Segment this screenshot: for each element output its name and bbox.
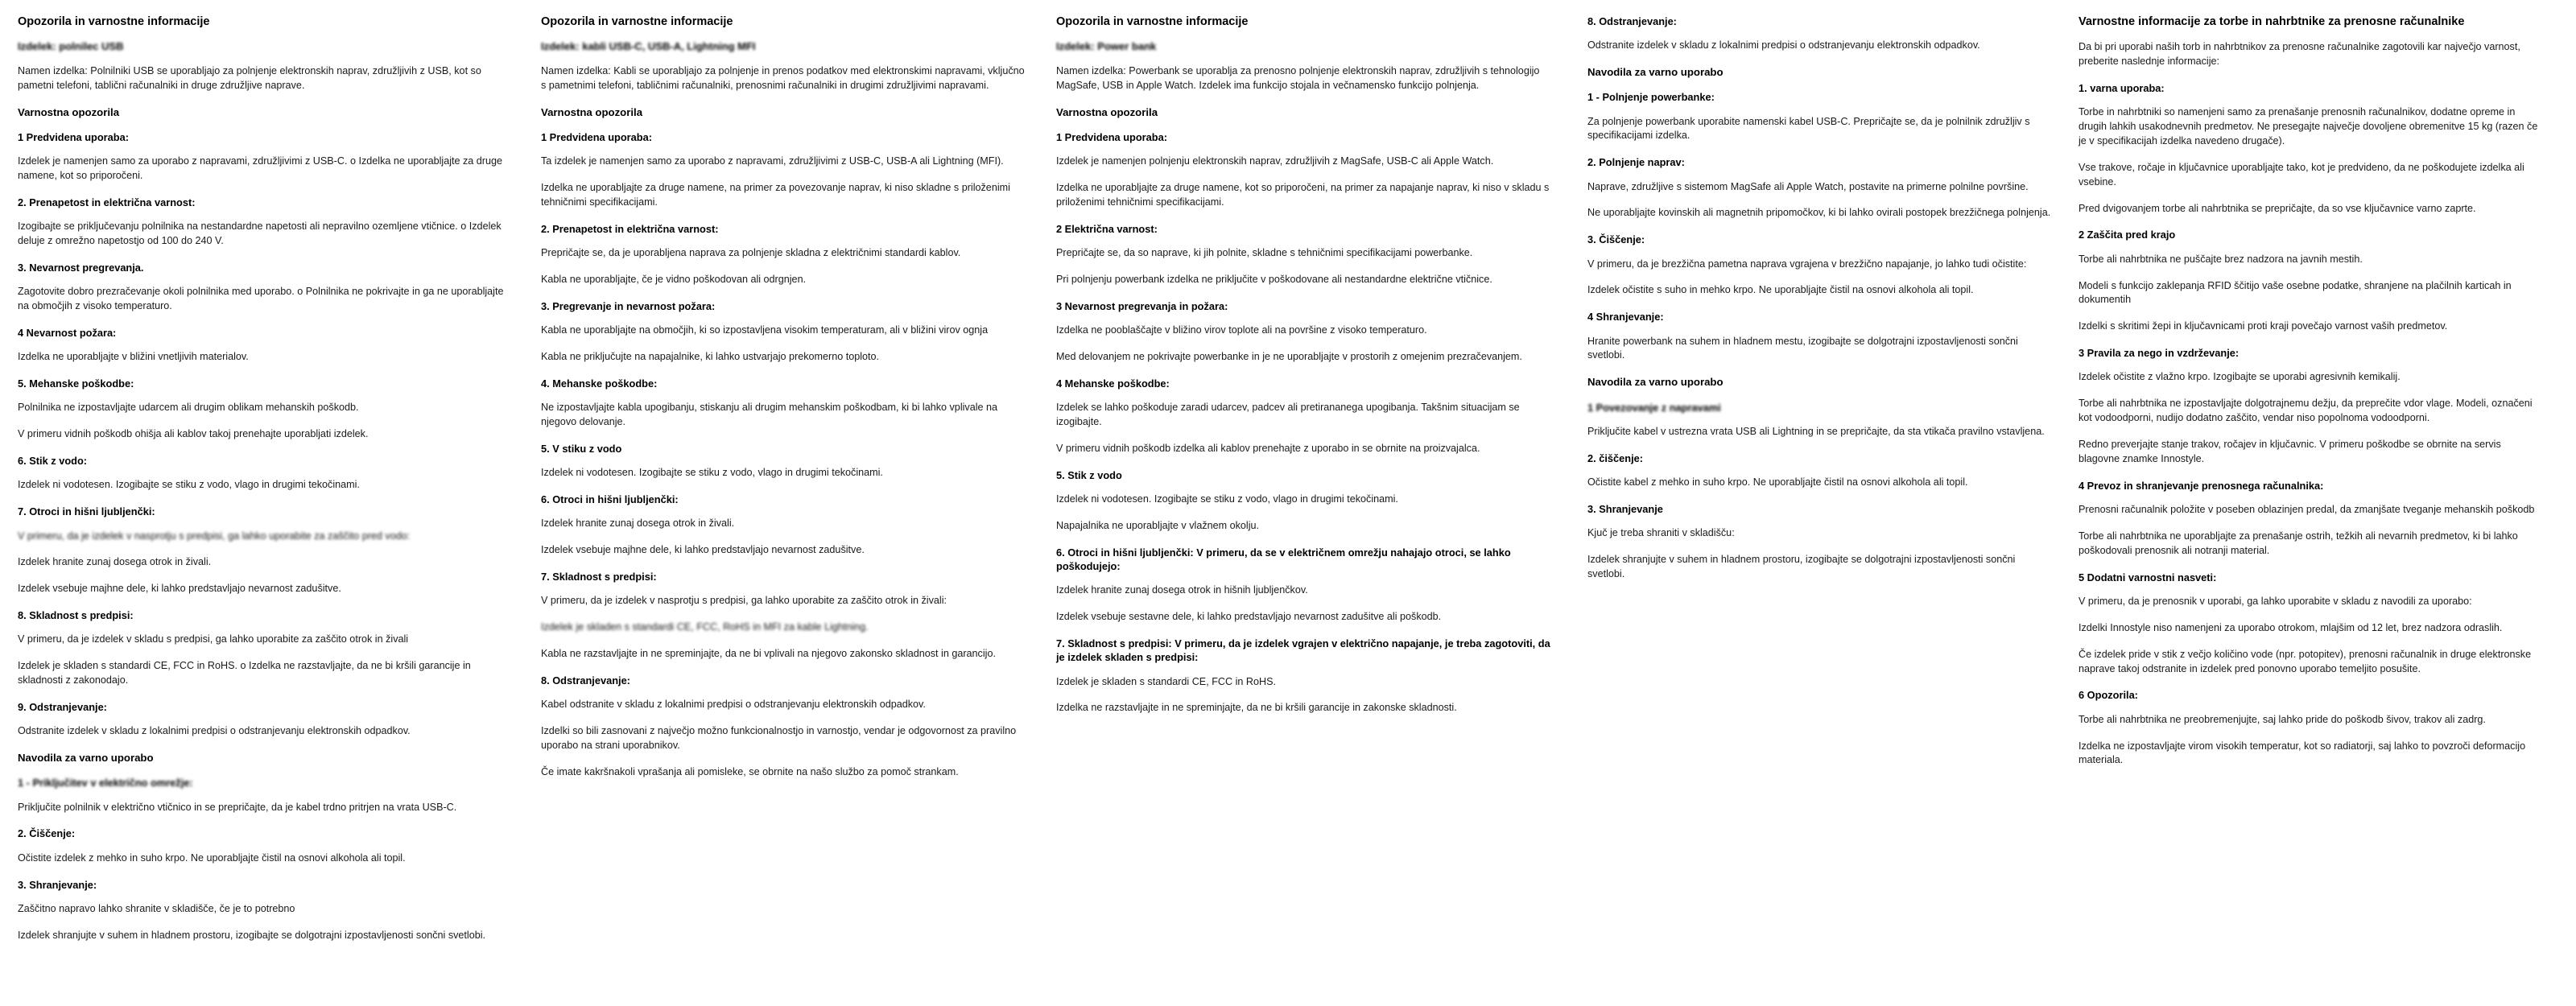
document-title: Opozorila in varnostne informacije xyxy=(18,15,210,28)
subsection-heading: 4 Shranjevanje: xyxy=(1587,311,1664,324)
subsection-heading: 7. Otroci in hišni ljubljenčki: xyxy=(18,505,155,518)
document-column-4 xyxy=(1581,14,2072,594)
body-paragraph: Pri polnjenju powerbank izdelka ne priključite v poškodovane ali nestandardne električne vtičnice. xyxy=(1056,273,1492,285)
body-paragraph: Da bi pri uporabi naših torb in nahrbtnikov za prenosne računalnike zagotovili kar največjo varnost, preberite naslednje informacije: xyxy=(2079,41,2520,67)
body-paragraph: Prepričajte se, da je uporabljena naprava za polnjenje skladna z električnimi standardi kablov. xyxy=(541,247,961,259)
subsection-heading: 8. Odstranjevanje: xyxy=(541,674,630,686)
subsection-heading: 2 Električna varnost: xyxy=(1056,222,1158,235)
section-heading: Varnostna opozorila xyxy=(1056,105,1158,118)
subsection-heading: 3. Shranjevanje: xyxy=(18,878,97,891)
body-paragraph: V primeru, da je izdelek v nasprotju s predpisi, ga lahko uporabite za zaščito otrok in živali: xyxy=(541,595,947,607)
body-paragraph: Prepričajte se, da so naprave, ki jih polnite, skladne s tehničnimi specifikacijami powerbanke. xyxy=(1056,247,1473,259)
body-paragraph: Izdelek očistite z vlažno krpo. Izogibajte se uporabi agresivnih kemikalij. xyxy=(2079,371,2401,383)
subsection-heading: 2. Polnjenje naprav: xyxy=(1587,156,1685,169)
body-paragraph: Odstranite izdelek v skladu z lokalnimi predpisi o odstranjevanju elektronskih odpadkov. xyxy=(1587,39,1980,52)
subsection-heading: 2. čiščenje: xyxy=(1587,451,1644,464)
body-paragraph: Kabla ne uporabljajte, če je vidno poškodovan ali odrgnjen. xyxy=(541,273,807,285)
subsection-heading: 3 Pravila za nego in vzdrževanje: xyxy=(2079,347,2240,360)
subsection-heading: 6. Stik z vodo: xyxy=(18,455,88,468)
body-paragraph: Kabla ne priključujte na napajalnike, ki lahko ustvarjajo prekomerno toploto. xyxy=(541,350,880,362)
body-paragraph: V primeru vidnih poškodb ohišja ali kablov takoj prenehajte uporabljati izdelek. xyxy=(18,428,369,440)
subsection-heading: 3 Nevarnost pregrevanja in požara: xyxy=(1056,299,1228,312)
body-paragraph: Izdelki Innostyle niso namenjeni za uporabo otrokom, mlajšim od 12 let, brez nadzora odraslih. xyxy=(2079,621,2503,633)
subsection-heading: 8. Skladnost s predpisi: xyxy=(18,609,134,622)
body-paragraph: Kjuč je treba shraniti v skladišču: xyxy=(1587,527,1735,539)
body-paragraph: Izdelek hranite zunaj dosega otrok in živali. xyxy=(541,517,735,530)
body-paragraph: Kabla ne razstavljajte in ne spreminjajte, da ne bi vplivali na njegovo zakonsko skladnost in garancijo. xyxy=(541,648,996,660)
body-paragraph: Naprave, združljive s sistemom MagSafe ali Apple Watch, postavite na primerne polnilne površine. xyxy=(1587,180,2029,192)
body-paragraph: Med delovanjem ne pokrivajte powerbanke in je ne uporabljajte v prostorih z omejenim prezračevanjem. xyxy=(1056,350,1522,362)
body-paragraph: Izdelek je skladen s standardi CE, FCC, RoHS in MFI za kable Lightning. xyxy=(541,621,869,633)
body-paragraph: Izdelek shranjujte v suhem in hladnem prostoru, izogibajte se dolgotrajni izpostavljenosti sončni svetlobi. xyxy=(1587,553,2016,579)
subsection-heading: 1 Predvidena uporaba: xyxy=(1056,130,1167,143)
section-heading: Varnostna opozorila xyxy=(18,105,120,118)
document-column-2 xyxy=(535,14,1050,792)
body-paragraph: Izdelka ne izpostavljajte virom visokih temperatur, kot so radiatorji, saj lahko to povzroči deformacijo materiala. xyxy=(2079,740,2526,766)
body-paragraph: Modeli s funkcijo zaklepanja RFID ščitijo vaše osebne podatke, shranjene na plačilnih karticah in dokumentih xyxy=(2079,279,2512,306)
body-paragraph: Prenosni računalnik položite v poseben oblazinjen predal, da zmanjšate tveganje mehanskih poškodb xyxy=(2079,504,2535,516)
body-paragraph: V primeru, da je izdelek v nasprotju s predpisi, ga lahko uporabite za zaščito pred vodo: xyxy=(18,530,411,542)
subsection-heading: 7. Skladnost s predpisi: xyxy=(541,571,657,583)
product-name: Izdelek: kabli USB-C, USB-A, Lightning MFI xyxy=(541,40,756,53)
product-name: Izdelek: polnilec USB xyxy=(18,40,124,53)
subsection-heading: 1 - Polnjenje powerbanke: xyxy=(1587,91,1715,104)
body-paragraph: Očistite kabel z mehko in suho krpo. Ne uporabljajte čistil na osnovi alkohola ali topil. xyxy=(1587,476,1968,488)
body-paragraph: Izdelek se lahko poškoduje zaradi udarcev, padcev ali pretirananega upogibanja. Takšnim situacijam se izogibajte. xyxy=(1056,402,1520,427)
subsection-heading: 6 Opozorila: xyxy=(2079,689,2138,702)
body-paragraph: Izdelki s skritimi žepi in ključavnicami proti kraji povečajo varnost vaših predmetov. xyxy=(2079,320,2448,332)
body-paragraph: Izdelek hranite zunaj dosega otrok in živali. xyxy=(18,556,212,568)
body-paragraph: V primeru vidnih poškodb izdelka ali kablov prenehajte z uporabo in se obrnite na proizvajalca. xyxy=(1056,442,1480,454)
body-paragraph: Izdelki so bili zasnovani z največjo možno funkcionalnostjo in varnostjo, vendar je odgovornost za pravilno uporabo na strani uporabnikov. xyxy=(541,725,1017,751)
subsection-heading: 5. Stik z vodo xyxy=(1056,468,1122,481)
body-paragraph: Izdelka ne uporabljajte za druge namene, kot so priporočeni, na primer za napajanje naprav, ki niso v skladu s priloženimi tehničnimi specifikacijami. xyxy=(1056,182,1550,208)
subsection-heading: 2. Prenapetost in električna varnost: xyxy=(541,222,719,235)
section-heading: Varnostna opozorila xyxy=(541,105,643,118)
body-paragraph: Izdelka ne pooblaščajte v bližino virov toplote ali na površine z visoko temperaturo. xyxy=(1056,324,1427,336)
body-paragraph: Zaščitno napravo lahko shranite v skladišče, če je to potrebno xyxy=(18,902,295,914)
body-paragraph: Ne izpostavljajte kabla upogibanju, stiskanju ali drugim mehanskim poškodbam, ki bi lahko vplivale na njegovo delovanje. xyxy=(541,402,998,427)
body-paragraph: Izdelek ni vodotesen. Izogibajte se stiku z vodo, vlago in drugimi tekočinami. xyxy=(1056,493,1398,505)
subsection-heading: 1. varna uporaba: xyxy=(2079,81,2165,94)
subsection-heading: 4 Mehanske poškodbe: xyxy=(1056,377,1170,390)
subsection-heading: 5 Dodatni varnostni nasveti: xyxy=(2079,571,2217,583)
body-paragraph: Izdelek ni vodotesen. Izogibajte se stiku z vodo, vlago in drugimi tekočinami. xyxy=(18,479,360,491)
body-paragraph: Izdelek je skladen s standardi CE, FCC in RoHS. o Izdelka ne razstavljajte, da ne bi kršili garancije in skladnosti z zakonodajo. xyxy=(18,660,471,686)
document-title: Opozorila in varnostne informacije xyxy=(541,15,733,28)
body-paragraph: Kabel odstranite v skladu z lokalnimi predpisi o odstranjevanju elektronskih odpadkov. xyxy=(541,699,926,711)
body-paragraph: Izogibajte se priključevanju polnilnika na nestandardne napetosti ali nepravilno ozemljene vtičnice. o Izdelek deluje z omrežno napetostjo od 100 do 240 V. xyxy=(18,221,502,247)
subsection-heading: 5. Mehanske poškodbe: xyxy=(18,377,134,390)
body-paragraph: Kabla ne uporabljajte na območjih, ki so izpostavljena visokim temperaturam, ali v bližini virov ognja xyxy=(541,324,989,336)
subsection-heading: 3. Shranjevanje xyxy=(1587,502,1663,515)
body-paragraph: Ne uporabljajte kovinskih ali magnetnih pripomočkov, ki bi lahko ovirali postopek brezžičnega polnjenja. xyxy=(1587,207,2051,219)
body-paragraph: Hranite powerbank na suhem in hladnem mestu, izogibajte se dolgotrajni izpostavljenosti sončni svetlobi. xyxy=(1587,335,2018,361)
section-heading: Navodila za varno uporabo xyxy=(18,752,154,765)
body-paragraph: Če izdelek pride v stik z večjo količino vode (npr. potopitev), prenosni računalnik in druge elektronske naprave takoj odstranite in izdelek pred ponovno uporabo temeljito posušite. xyxy=(2079,648,2532,674)
body-paragraph: Izdelek shranjujte v suhem in hladnem prostoru, izogibajte se dolgotrajni izpostavljenosti sončni svetlobi. xyxy=(18,929,486,941)
body-paragraph: Izdelka ne uporabljajte v bližini vnetljivih materialov. xyxy=(18,351,249,363)
body-paragraph: Priključite polnilnik v električno vtičnico in se prepričajte, da je kabel trdno pritrjen na vrata USB-C. xyxy=(18,801,457,813)
body-paragraph: V primeru, da je izdelek v skladu s predpisi, ga lahko uporabite za zaščito otrok in živali xyxy=(18,633,409,645)
section-heading: Navodila za varno uporabo xyxy=(1587,66,1724,79)
body-paragraph: Vse trakove, ročaje in ključavnice uporabljajte tako, kot je predvideno, da ne poškodujete izdelka ali vsebine. xyxy=(2079,161,2524,188)
body-paragraph: Izdelka ne uporabljajte za druge namene, na primer za povezovanje naprav, ki niso skladne s priloženimi tehničnimi specifikacijami. xyxy=(541,182,1010,208)
body-paragraph: Torbe in nahrbtniki so namenjeni samo za prenašanje prenosnih računalnikov, dodatne opreme in drugih lahkih usakodnevnih predmetov. Ne presegajte največje dovoljene obremenitve 15 kg (razen če je v specifikacijah izdelka navedeno drugače). xyxy=(2079,106,2538,146)
body-paragraph: Izdelek je skladen s standardi CE, FCC in RoHS. xyxy=(1056,675,1276,687)
body-paragraph: Torbe ali nahrbtnika ne puščajte brez nadzora na javnih mestih. xyxy=(2079,253,2363,265)
body-paragraph: Odstranite izdelek v skladu z lokalnimi predpisi o odstranjevanju elektronskih odpadkov. xyxy=(18,725,411,737)
body-paragraph: Torbe ali nahrbtnika ne preobremenjujte, saj lahko pride do poškodb šivov, trakov ali zadrg. xyxy=(2079,713,2486,725)
document-column-5 xyxy=(2072,14,2563,780)
document-title: Varnostne informacije za torbe in nahrbtnike za prenosne računalnike xyxy=(2079,15,2465,28)
body-paragraph: Priključite kabel v ustrezna vrata USB ali Lightning in se prepričajte, da sta vtikača pravilno vstavljena. xyxy=(1587,425,2045,437)
body-paragraph: Izdelek očistite s suho in mehko krpo. Ne uporabljajte čistil na osnovi alkohola ali topil. xyxy=(1587,284,1974,296)
body-paragraph: Izdelek je namenjen samo za uporabo z napravami, združljivimi z USB-C. o Izdelka ne uporabljajte za druge namene, kot so priporočeni. xyxy=(18,155,503,182)
subsection-heading: 1 Predvidena uporaba: xyxy=(541,130,652,143)
body-paragraph: Namen izdelka: Kabli se uporabljajo za polnjenje in prenos podatkov med elektronskimi napravami, vključno s pametnimi telefoni, tabličnimi računalniki, prenosnimi računalniki in drugimi združljivimi napravami. xyxy=(541,65,1025,91)
subsection-heading: 1 Povezovanje z napravami xyxy=(1587,401,1721,414)
body-paragraph: Izdelek hranite zunaj dosega otrok in hišnih ljubljenčkov. xyxy=(1056,584,1308,596)
body-paragraph: Izdelek je namenjen polnjenju elektronskih naprav, združljivih z MagSafe, USB-C ali Apple Watch. xyxy=(1056,155,1494,167)
body-paragraph: Namen izdelka: Polnilniki USB se uporabljajo za polnjenje elektronskih naprav, združljivih z USB, kot so pametni telefoni, tablični računalniki in druge združljive naprave. xyxy=(18,65,481,91)
subsection-heading: 1 Predvidena uporaba: xyxy=(18,130,129,143)
product-name: Izdelek: Power bank xyxy=(1056,40,1157,53)
body-paragraph: Izdelek vsebuje majhne dele, ki lahko predstavljajo nevarnost zadušitve. xyxy=(541,544,865,556)
body-paragraph: Torbe ali nahrbtnika ne izpostavljajte dolgotrajnemu dežju, da preprečite vdor vlage. Modeli, označeni kot vodoodporni, nudijo dodatno zaščito, vendar niso popolnoma vodoodporni. xyxy=(2079,398,2533,424)
subsection-heading: 4 Prevoz in shranjevanje prenosnega računalnika: xyxy=(2079,479,2324,492)
document-column-1 xyxy=(11,14,535,955)
body-paragraph: Za polnjenje powerbank uporabite namenski kabel USB-C. Prepričajte se, da je polnilnik združljiv s specifikacijami izdelka. xyxy=(1587,115,2030,142)
subsection-heading: 2. Čiščenje: xyxy=(18,827,76,840)
subsection-heading: 7. Skladnost s predpisi: V primeru, da je izdelek vgrajen v električno napajanje, je treba zagotoviti, da je izdelek skladen s predpisi: xyxy=(1056,637,1550,664)
subsection-heading: 3. Čiščenje: xyxy=(1587,233,1645,246)
subsection-heading: 2. Prenapetost in električna varnost: xyxy=(18,196,196,208)
document-title: Opozorila in varnostne informacije xyxy=(1056,15,1249,28)
body-paragraph: Če imate kakršnakoli vprašanja ali pomisleke, se obrnite na našo službo za pomoč strankam. xyxy=(541,765,959,777)
section-heading: Navodila za varno uporabo xyxy=(1587,376,1724,389)
body-paragraph: Redno preverjajte stanje trakov, ročajev in ključavnic. V primeru poškodbe se obrnite na servis blagovne znamke Innostyle. xyxy=(2079,439,2501,464)
subsection-heading: 6. Otroci in hišni ljubljenčki: xyxy=(541,493,679,505)
body-paragraph: V primeru, da je prenosnik v uporabi, ga lahko uporabite v skladu z navodili za uporabo: xyxy=(2079,595,2472,607)
subsection-heading: 9. Odstranjevanje: xyxy=(18,701,107,714)
body-paragraph: Napajalnika ne uporabljajte v vlažnem okolju. xyxy=(1056,519,1260,531)
body-paragraph: Polnilnika ne izpostavljajte udarcem ali drugim oblikam mehanskih poškodb. xyxy=(18,402,359,414)
document-column-3 xyxy=(1050,14,1581,728)
body-paragraph: Izdelek vsebuje sestavne dele, ki lahko predstavljajo nevarnost zadušitve ali poškodb. xyxy=(1056,611,1442,623)
subsection-heading: 6. Otroci in hišni ljubljenčki: V primeru, da se v električnem omrežju nahajajo otroci, se lahko poškodujejo: xyxy=(1056,546,1511,573)
body-paragraph: Očistite izdelek z mehko in suho krpo. Ne uporabljajte čistil na osnovi alkohola ali topil. xyxy=(18,851,406,864)
subsection-heading: 4. Mehanske poškodbe: xyxy=(541,377,658,390)
body-paragraph: V primeru, da je brezžična pametna naprava vgrajena v brezžično napajanje, jo lahko tudi očistite: xyxy=(1587,258,2027,270)
body-paragraph: Zagotovite dobro prezračevanje okoli polnilnika med uporabo. o Polnilnika ne pokrivajte in ga ne uporabljajte na območjih z visoko temperaturo. xyxy=(18,286,504,312)
subsection-heading: 3. Nevarnost pregrevanja. xyxy=(18,261,144,274)
body-paragraph: Ta izdelek je namenjen samo za uporabo z napravami, združljivimi z USB-C, USB-A ali Lightning (MFI). xyxy=(541,155,1004,167)
body-paragraph: Torbe ali nahrbtnika ne uporabljajte za prenašanje ostrih, težkih ali nevarnih predmetov, ki bi lahko poškodovali prenosnik ali notranji material. xyxy=(2079,530,2518,556)
subsection-heading: 3. Pregrevanje in nevarnost požara: xyxy=(541,299,716,312)
subsection-heading: 1 - Priključitev v električno omrežje: xyxy=(18,777,193,790)
subsection-heading: 5. V stiku z vodo xyxy=(541,442,622,455)
body-paragraph: Pred dvigovanjem torbe ali nahrbtnika se prepričajte, da so vse ključavnice varno zaprte. xyxy=(2079,202,2476,214)
body-paragraph: Izdelka ne razstavljajte in ne spreminjajte, da ne bi kršili garancije in zakonske skladnosti. xyxy=(1056,702,1457,714)
body-paragraph: Izdelek ni vodotesen. Izogibajte se stiku z vodo, vlago in drugimi tekočinami. xyxy=(541,467,883,479)
subsection-heading: 8. Odstranjevanje: xyxy=(1587,15,1677,27)
subsection-heading: 4 Nevarnost požara: xyxy=(18,326,117,339)
body-paragraph: Izdelek vsebuje majhne dele, ki lahko predstavljajo nevarnost zadušitve. xyxy=(18,583,341,595)
body-paragraph: Namen izdelka: Powerbank se uporablja za prenosno polnjenje elektronskih naprav, združljivih s tehnologijo MagSafe, USB in Apple Watch. Izdelek ima funkcijo stojala in večnamensko funkcijo polnjenja. xyxy=(1056,65,1540,91)
subsection-heading: 2 Zaščita pred krajo xyxy=(2079,229,2176,241)
